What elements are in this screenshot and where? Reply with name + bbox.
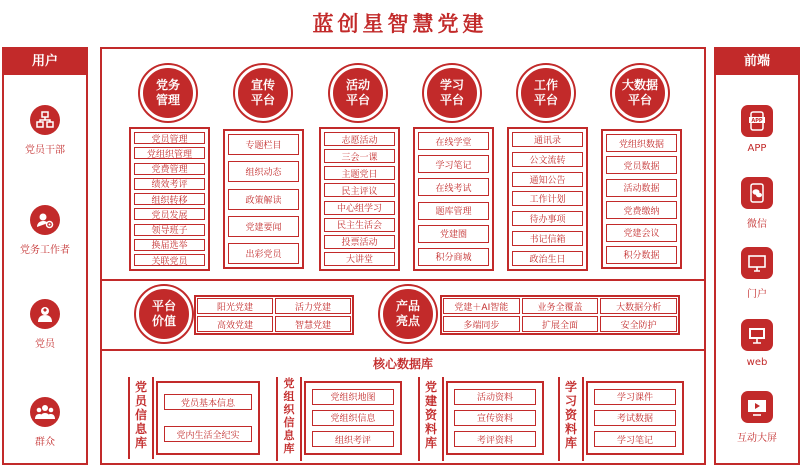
module-item[interactable]: 党组织管理 (134, 147, 205, 159)
module-item[interactable]: 党费缴纳 (606, 201, 677, 219)
module-work[interactable]: 工作 平台 (518, 65, 574, 121)
role-party-worker[interactable] (4, 205, 86, 256)
db-item[interactable]: 考评资料 (454, 431, 536, 447)
module-item[interactable]: 公文流转 (512, 152, 583, 167)
channel-portal[interactable] (716, 247, 798, 300)
module-big-data[interactable]: 大数据 平台 (612, 65, 668, 121)
module-item-list (129, 127, 210, 271)
db-study-materials-box (586, 381, 684, 455)
channel-label: APP (747, 143, 767, 154)
screen-icon (741, 391, 773, 423)
db-label-party-materials: 党 建 资 料 库 (418, 377, 444, 461)
value-item: 高效党建 (197, 316, 273, 332)
module-item[interactable]: 党建圈 (418, 225, 489, 243)
module-item[interactable]: 志愿活动 (324, 132, 395, 146)
module-publicity[interactable]: 宣传 平台 (235, 65, 291, 121)
frontend-panel-header: 前端 (716, 49, 798, 75)
highlight-item: 多端同步 (443, 316, 520, 332)
module-item[interactable]: 投票活动 (324, 235, 395, 249)
db-label-study-materials: 学 习 资 料 库 (558, 377, 584, 461)
module-item[interactable]: 党员管理 (134, 132, 205, 144)
group-icon (30, 397, 60, 427)
module-item[interactable]: 出彩党员 (228, 243, 299, 264)
module-item[interactable]: 中心组学习 (324, 201, 395, 215)
frontend-panel (714, 47, 800, 465)
role-label: 党务工作者 (20, 245, 70, 256)
module-item[interactable]: 换届选举 (134, 239, 205, 251)
section-divider (102, 349, 704, 351)
channel-label: web (746, 357, 768, 368)
module-activity[interactable]: 活动 平台 (330, 65, 386, 121)
module-item[interactable]: 党员发展 (134, 208, 205, 220)
role-party-cadre[interactable] (4, 105, 86, 156)
highlight-item: 扩展全面 (522, 316, 599, 332)
module-item[interactable]: 绩效考评 (134, 178, 205, 190)
module-item-list (413, 127, 494, 271)
db-organization-box (304, 381, 402, 455)
channel-app[interactable] (716, 105, 798, 154)
module-item[interactable]: 积分数据 (606, 246, 677, 264)
module-item[interactable]: 党员数据 (606, 156, 677, 174)
db-member-box (156, 381, 260, 455)
product-highlights-grid (440, 295, 680, 335)
module-item[interactable]: 党建要闻 (228, 216, 299, 237)
module-item[interactable]: 在线学堂 (418, 132, 489, 150)
module-item[interactable]: 党建会议 (606, 224, 677, 242)
role-party-member[interactable] (4, 299, 86, 350)
channel-wechat[interactable] (716, 177, 798, 230)
module-item[interactable]: 通讯录 (512, 132, 583, 147)
role-label: 党员 (35, 339, 55, 350)
channel-big-screen[interactable] (716, 391, 798, 444)
module-item[interactable]: 政策解读 (228, 189, 299, 210)
db-item[interactable]: 党组织地图 (312, 389, 394, 405)
module-item[interactable]: 主题党日 (324, 166, 395, 180)
highlight-item: 大数据分析 (600, 298, 677, 314)
module-item[interactable]: 专题栏目 (228, 134, 299, 155)
module-learning[interactable]: 学习 平台 (424, 65, 480, 121)
module-item[interactable]: 在线考试 (418, 178, 489, 196)
value-item: 阳光党建 (197, 298, 273, 314)
core-db-title: 核心数据库 (372, 357, 433, 371)
db-item[interactable]: 学习笔记 (594, 431, 676, 447)
db-item[interactable]: 党员基本信息 (164, 394, 252, 410)
channel-label: 互动大屏 (737, 433, 777, 444)
db-item[interactable]: 学习课件 (594, 389, 676, 405)
role-label: 群众 (35, 437, 55, 448)
module-item[interactable]: 三会一课 (324, 149, 395, 163)
module-item[interactable]: 题库管理 (418, 202, 489, 220)
module-item[interactable]: 大讲堂 (324, 252, 395, 266)
module-item[interactable]: 通知公告 (512, 172, 583, 187)
module-item[interactable]: 活动数据 (606, 179, 677, 197)
module-item[interactable]: 组织动态 (228, 161, 299, 182)
module-item[interactable]: 民主评议 (324, 183, 395, 197)
platform-value-badge: 平台 价值 (136, 286, 192, 342)
module-item[interactable]: 党组织数据 (606, 134, 677, 152)
highlight-item: 安全防护 (600, 316, 677, 332)
module-item[interactable]: 待办事项 (512, 211, 583, 226)
wechat-icon (741, 177, 773, 209)
db-item[interactable]: 组织考评 (312, 431, 394, 447)
org-chart-icon (30, 105, 60, 135)
module-item[interactable]: 组织转移 (134, 193, 205, 205)
svg-text:APP: APP (751, 118, 763, 124)
module-item[interactable]: 积分商城 (418, 248, 489, 266)
db-item[interactable]: 活动资料 (454, 389, 536, 405)
db-label-organization: 党 组 织 信 息 库 (276, 377, 302, 461)
platform-value-grid (194, 295, 354, 335)
module-item-list (507, 127, 588, 271)
value-item: 活力党建 (275, 298, 351, 314)
db-item[interactable]: 党内生活全纪实 (164, 426, 252, 442)
module-party-affairs[interactable]: 党务 管理 (140, 65, 196, 121)
db-item[interactable]: 考试数据 (594, 410, 676, 426)
module-item-list (223, 129, 304, 269)
module-item[interactable]: 关联党员 (134, 254, 205, 266)
module-item[interactable]: 民主生活会 (324, 218, 395, 232)
module-item-list (601, 129, 682, 269)
monitor-icon (741, 247, 773, 279)
party-member-icon (30, 299, 60, 329)
value-item: 智慧党建 (275, 316, 351, 332)
db-item[interactable]: 党组织信息 (312, 410, 394, 426)
module-item[interactable]: 党费管理 (134, 163, 205, 175)
module-item[interactable]: 书记信箱 (512, 231, 583, 246)
db-item[interactable]: 宣传资料 (454, 410, 536, 426)
highlight-item: 党建＋AI智能 (443, 298, 520, 314)
channel-label: 门户 (747, 289, 767, 300)
user-gear-icon (30, 205, 60, 235)
db-label-member: 党 员 信 息 库 (128, 377, 154, 459)
module-item[interactable]: 领导班子 (134, 224, 205, 236)
role-label: 党员干部 (25, 145, 65, 156)
app-icon (741, 105, 773, 137)
db-party-materials-box (446, 381, 544, 455)
channel-label: 微信 (747, 219, 767, 230)
platform-architecture (100, 47, 706, 465)
module-item[interactable]: 学习笔记 (418, 155, 489, 173)
web-icon (741, 319, 773, 351)
section-divider (102, 279, 704, 281)
user-panel-header: 用户 (4, 49, 86, 75)
product-highlights-badge: 产品 亮点 (380, 286, 436, 342)
page-title: 蓝创星智慧党建 (312, 12, 488, 36)
highlight-item: 业务全覆盖 (522, 298, 599, 314)
module-item[interactable]: 政治生日 (512, 251, 583, 266)
role-masses[interactable] (4, 397, 86, 448)
module-item-list (319, 127, 400, 271)
module-item[interactable]: 工作计划 (512, 191, 583, 206)
user-panel (2, 47, 88, 465)
channel-web[interactable] (716, 319, 798, 368)
